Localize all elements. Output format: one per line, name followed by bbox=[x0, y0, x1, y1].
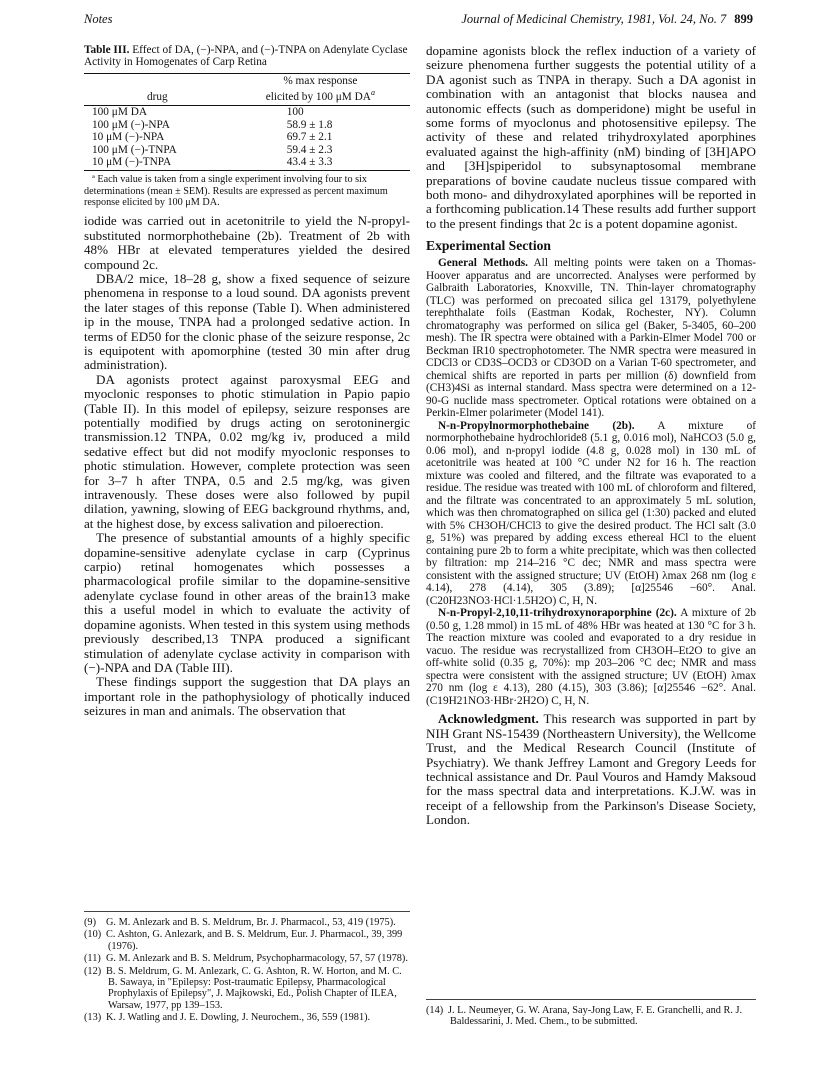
compound-2c bbox=[426, 607, 756, 707]
paragraph-3: DA agonists protect against paroxysmal EEG and myoclonic responses to photic stimulation in Papio papio (Table II). In this model of epilepsy, seizure responses are potentially modified by drugs acting on serotoninergic transmission.12 TNPA, 0.02 mg/kg iv, produced a mild sedative effect but did not modify myoclonic responses to photic stimulation. However, complete protection was seen for 3–7 h after TNPA, 0.5 and 2.5 mg/kg, was given intravenously. These doses were also followed by pupil dilation, yawning, slowing of EEG background rhythms, and, at the highest dose, by excess salivation and piloerection. bbox=[84, 371, 410, 531]
reference-number: (12) bbox=[84, 965, 102, 977]
paragraph-4: The presence of substantial amounts of a highly specific dopamine-sensitive adenylate cyclase in carp (Cyprinus carpio) retinal homogenates which possesses a pharmacological profile similar to the dopamine-sensitive adenylate cyclase found in other areas of the brain13 make this a useful model in which to evaluate the activity of dopamine agonists. When tested in this system using methods previously described,13 TNPA produced a significant stimulation of adenylate cyclase activity in comparison with (−)-NPA and DA (Table III). bbox=[84, 530, 410, 675]
table-footnote: ª Each value is taken from a single experiment involving four to six determinations (mean ± SEM). Results are expressed as percent maximum response elicited by 100 μM DA. bbox=[84, 174, 388, 209]
acknowledgment-head: Acknowledgment. bbox=[438, 711, 539, 727]
table-label: Table III. bbox=[84, 44, 130, 56]
table-row bbox=[84, 144, 410, 156]
section-title: Experimental Section bbox=[426, 238, 551, 254]
header-line-2 bbox=[231, 87, 410, 103]
table-cell-response: 43.4 ± 3.3 bbox=[231, 156, 410, 171]
general-methods-text: All melting points were taken on a Thomas-Hoover apparatus and are uncorrected. Analyses were performed by Galbraith Laboratories, Knoxville, TN. Thin-layer chromatography (TLC) was performed on precoated silica gel 13179, polyethylene terephthalate foils (Eastman Kodak, Rochester, NY). Column chromatography was performed on silica gel (Baker, 5-3405, 60–200 mesh). The IR spectra were obtained with a Parkin-Elmer Model 700 or Beckman IR10 spectrophotometer. The NMR spectra were measured in CDCl3 or CD3S–OCD3 or CD3OD on a Varian T-60 spectrometer, and chemical shifts are reported in parts per million (δ) downfield from (CH3)4Si as internal standard. Mass spectra were determined on a 12-90-G nuclide mass spectrometer. Optical rotations were obtained on a Perkin-Elmer polarimeter (Model 141). bbox=[426, 257, 756, 420]
compound-2b-head: N-n-Propylnormorphothebaine (2b). bbox=[438, 419, 635, 432]
table-row bbox=[84, 131, 410, 143]
reference-number: (11) bbox=[84, 953, 101, 965]
references-right bbox=[426, 999, 756, 1029]
page-number: 899 bbox=[734, 12, 753, 26]
table-cell-drug: 10 μM (−)-TNPA bbox=[84, 156, 231, 171]
table-header-response bbox=[231, 73, 410, 106]
table-row bbox=[84, 106, 410, 119]
reference-number: (9) bbox=[84, 917, 97, 928]
reference-text: C. Ashton, G. Anlezark, and B. S. Meldrum, Eur. J. Pharmacol., 39, 399 (1976). bbox=[106, 929, 403, 952]
page-header bbox=[84, 12, 753, 30]
table-cell-drug: 10 μM (−)-NPA bbox=[92, 131, 165, 144]
paragraph-5: These findings support the suggestion that DA plays an important role in the pathophysiology of photically induced seizures in man and animals. The observation that bbox=[84, 674, 410, 719]
table-cell-drug: 100 μM (−)-NPA bbox=[92, 118, 170, 131]
reference-text: K. J. Watling and J. E. Dowling, J. Neurochem., 36, 559 (1981). bbox=[106, 1012, 371, 1024]
compound-2b bbox=[426, 420, 756, 608]
header-citation: Journal of Medicinal Chemistry, 1981, Vol. 24, No. 7 bbox=[461, 12, 727, 26]
table-title: Effect of DA, (−)-NPA, and (−)-TNPA on Adenylate Cyclase Activity in Homogenates of Carp Retina bbox=[84, 44, 408, 69]
right-intro-paragraph: dopamine agonists block the reflex induction of a variety of seizure phenomena further suggests the potential utility of a DA agonist such as TNPA in therapy. Such a DA agonist in combination with an antagonist that blocks nausea and autonomic effects (such as domperidone) might be useful in some forms of myoclonus and photosensitive epilepsy. The activity of these and related trihydroxylated aporphines evaluated against the high-affinity (nM) binding of [3H]APO and [3H]spiperidol to subsynaptosomal membrane preparations of bovine caudate nucleus tissue compared with both mono- and dihydroxylated aporphines will be reported in a forthcoming publication.14 These results add further support to the present findings that 2c is a potent dopamine agonist. bbox=[426, 43, 756, 231]
left-body bbox=[84, 214, 410, 718]
reference-text: J. L. Neumeyer, G. W. Arana, Say-Jong Law, F. E. Granchelli, and R. J. Baldessarini, J. Med. Chem., to be submitted. bbox=[448, 1005, 743, 1028]
reference-item bbox=[84, 953, 410, 964]
compound-2b-text: A mixture of normorphothebaine hydrochloride8 (5.1 g, 0.016 mol), NaHCO3 (5.0 g, 0.06 mol), and n-propyl iodide (4.8 g, 0.028 mol) in 130 mL of acetonitrile was heated at 100 °C under N2 for 16 h. The reaction mixture was cooled and filtered, and the filtrate was evaporated to a residue. The residue was treated with 100 mL of chloroform and filtered, and the filtrate was concentrated to an approximately 5 mL solution, which was then chromatographed on silica gel (1:30) packed and eluted with 5% CH3OH/CHCl3 to give the desired product. The HCl salt (3.0 g, 51%) was prepared by adding excess ethereal HCl to the eluent containing pure 2b to form a white precipitate, which was then collected by filtration: mp 214–216 °C dec; NMR and mass spectra were consistent with the assigned structure; UV (EtOH) λmax 268 nm (log ε 4.14), 278 (4.14), 305 (3.89); [α]25546 −60°. Anal. (C20H23NO3·HCl·1.5H2O) C, H, N. bbox=[426, 419, 757, 607]
table-cell-drug: 100 μM DA bbox=[92, 106, 148, 119]
table-cell-response: 58.9 ± 1.8 bbox=[286, 118, 333, 131]
reference-item bbox=[84, 917, 410, 928]
compound-2c-head: N-n-Propyl-2,10,11-trihydroxynoraporphine (2c). bbox=[438, 607, 677, 620]
table-cell-response: 69.7 ± 2.1 bbox=[286, 131, 333, 144]
reference-number: (10) bbox=[84, 929, 102, 941]
reference-text: G. M. Anlezark and B. S. Meldrum, Br. J. Pharmacol., 53, 419 (1975). bbox=[106, 917, 396, 928]
general-methods bbox=[426, 257, 756, 420]
header-footnote-mark: a bbox=[370, 88, 375, 98]
reference-item bbox=[84, 929, 410, 952]
paragraph-2: DBA/2 mice, 18–28 g, show a fixed sequence of seizure phenomena in response to a loud sound. DA agonists prevent the later stages of this reponse (Table I). When administered ip in the mouse, TNPA had a prolonged sedative action. In terms of ED50 for the clonic phase of the seizure response, 2c is equipotent with apomorphine (tested 30 min after drug administration). bbox=[84, 270, 410, 373]
reference-number: (13) bbox=[84, 1012, 102, 1024]
paragraph-1: iodide was carried out in acetonitrile to yield the N-propyl-substituted normorphothebaine (2b). Treatment of 2b with 48% HBr at elevated temperatures yielded the desired compound 2c. bbox=[84, 213, 410, 272]
reference-text: G. M. Anlezark and B. S. Meldrum, Psychopharmacology, 57, 57 (1978). bbox=[106, 953, 408, 965]
table-row bbox=[84, 119, 410, 131]
table-row bbox=[84, 156, 410, 171]
reference-item bbox=[426, 1005, 756, 1028]
reference-item bbox=[84, 1012, 410, 1023]
header-line-2-text: elicited by 100 μM DA bbox=[265, 90, 371, 103]
compound-2c-text: A mixture of 2b (0.50 g, 1.28 mmol) in 15 mL of 48% HBr was heated at 130 °C for 3 h. The reaction mixture was cooled and evaporated to a dry residue in vacuo. The residue was recrystallized from CH3OH–Et2O to give an off-white solid (0.35 g, 70%): mp 203–206 °C dec; NMR and mass spectra were consistent with the assigned structure; UV (EtOH) λmax 270 nm (log ε 4.13), 280 (4.15), 303 (3.86); [α]25546 −62°. Anal. (C19H21NO3·HBr·2H2O) C, H, N. bbox=[426, 607, 756, 707]
header-line-1: % max response bbox=[283, 74, 358, 87]
header-section: Notes bbox=[84, 12, 113, 26]
right-column bbox=[426, 44, 756, 828]
general-methods-head: General Methods. bbox=[438, 257, 528, 270]
reference-item bbox=[84, 966, 410, 1012]
table-header-drug: drug bbox=[84, 73, 231, 106]
header-journal bbox=[461, 12, 753, 27]
table-cell-response: 59.4 ± 2.3 bbox=[286, 143, 333, 156]
results-table bbox=[84, 73, 410, 172]
reference-text: B. S. Meldrum, G. M. Anlezark, C. G. Ashton, R. W. Horton, and M. C. B. Sawaya, in "Epilepsy: Post-traumatic Epilepsy, Pharmacological Prophylaxis of Epilepsy", J. Majkowski, Ed., Polish Chapter of ILEA, Warsaw, 1977, pp 139–153. bbox=[106, 965, 402, 1011]
table-cell-drug: 100 μM (−)-TNPA bbox=[92, 143, 177, 156]
references-left bbox=[84, 911, 410, 1025]
acknowledgment bbox=[426, 712, 756, 827]
reference-number: (14) bbox=[426, 1005, 444, 1016]
left-column bbox=[84, 44, 410, 719]
acknowledgment-text: This research was supported in part by NIH Grant NS-15439 (Northeastern University), the Wellcome Trust, and the Medical Research Council (Institute of Psychiatry). We thank Jeffrey Lamont and Gregory Leeds for technical assistance and Dr. Paul Vouros and Hamdy Maksoud for the mass spectral data and interpretations. K.J.W. was in receipt of a fellowship from the Parkinson's Disease Society, London. bbox=[426, 711, 756, 828]
table-caption bbox=[84, 44, 410, 69]
table-cell-response: 100 bbox=[286, 106, 304, 119]
